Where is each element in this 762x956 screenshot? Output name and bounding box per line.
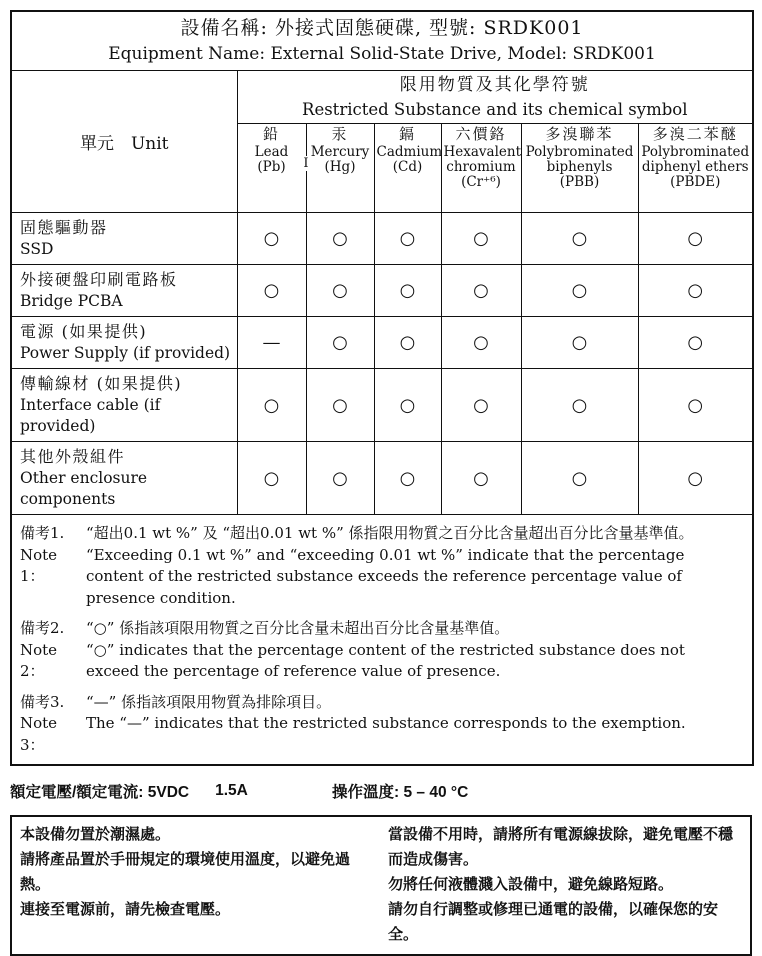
substance-status-cell: ○: [306, 317, 374, 369]
substance-status-cell: ○: [441, 265, 521, 317]
note-3: [20, 692, 742, 757]
equipment-title-cell: [11, 11, 753, 71]
unit-column-header: 單元 Unit: [11, 71, 237, 213]
table-row-interface-cable: [11, 369, 753, 442]
equipment-title-row: [11, 11, 753, 71]
note-3-en-text: The “—” indicates that the restricted substance corresponds to the exemption.: [86, 714, 686, 732]
unit-label-bridge-pcba: 外接硬盤印刷電路板 Bridge PCBA: [11, 265, 237, 317]
notes-row: [11, 515, 753, 766]
safety-warnings-right: [388, 822, 742, 947]
equipment-name-en: Equipment Name: External Solid-State Drive, Model: SRDK001: [108, 44, 656, 64]
cadmium-symbol: (Cd): [392, 159, 423, 175]
electrical-specs-line: [10, 779, 752, 803]
substance-status-cell: ○: [374, 213, 441, 265]
safety-warning: 請勿自行調整或修理已通電的設備，以確保您的安全。: [388, 901, 719, 943]
pbde-en: Polybrominated diphenyl ethers: [641, 144, 750, 175]
substance-status-cell: ○: [237, 369, 306, 442]
substance-status-cell: ○: [237, 442, 306, 515]
restricted-substances-header-zh: 限用物質及其化學符號: [399, 75, 590, 95]
safety-warning: 請將產品置於手冊規定的環境使用溫度，以避免過熱。: [20, 851, 351, 893]
rated-current-value: 1.5A: [215, 782, 248, 799]
substance-status-cell: ○: [441, 317, 521, 369]
substance-status-cell: ○: [521, 442, 638, 515]
pbde-symbol: (PBDE): [670, 174, 721, 190]
note-1: [20, 523, 742, 609]
rohs-table: [10, 10, 754, 766]
mercury-zh: 汞: [331, 125, 349, 143]
lead-zh: 鉛: [262, 125, 280, 143]
column-header-lead: [237, 124, 309, 213]
substance-status-cell: ○: [521, 213, 638, 265]
substance-status-cell: ○: [237, 265, 306, 317]
equipment-name-zh: 設備名稱: 外接式固態硬碟, 型號: SRDK001: [180, 17, 584, 39]
safety-warning: 勿將任何液體濺入設備中，避免線路短路。: [388, 876, 674, 893]
note-1-zh-label: 備考1.: [20, 524, 65, 542]
substance-status-cell: ○: [638, 265, 753, 317]
pbb-zh: 多溴聯苯: [545, 125, 614, 143]
safety-warnings-left: [20, 822, 374, 947]
substance-status-cell: ○: [374, 317, 441, 369]
note-3-zh-text: “—” 係指該項限用物質為排除項目。: [86, 692, 332, 711]
pbb-en: Polybrominated biphenyls: [525, 144, 634, 175]
safety-warnings-box: [10, 815, 752, 956]
table-row-other-enclosure: [11, 442, 753, 515]
column-header-mercury: [306, 124, 374, 213]
hexavalent-chromium-en: Hexavalent chromium: [443, 144, 522, 175]
hexavalent-chromium-symbol: (Cr⁺⁶): [461, 174, 501, 190]
text-cursor-artifact: I: [303, 156, 309, 171]
substance-status-cell: ○: [521, 265, 638, 317]
note-2-en-text: “○” indicates that the percentage content of the restricted substance does not exceed the percentage of reference value of presence.: [86, 640, 685, 680]
substance-status-cell: ○: [306, 213, 374, 265]
safety-warning: 連接至電源前，請先檢查電壓。: [20, 901, 231, 918]
substance-status-cell: ○: [638, 317, 753, 369]
column-header-hexavalent-chromium: [441, 124, 521, 213]
column-header-cadmium: [374, 124, 441, 213]
restricted-substances-header: [237, 71, 753, 124]
unit-label-interface-cable: 傳輸線材 (如果提供) Interface cable (if provided): [11, 369, 237, 442]
operating-temperature: 操作溫度: 5 – 40 °C: [332, 784, 469, 801]
mercury-symbol: (Hg): [324, 159, 356, 175]
substance-status-cell: ○: [306, 442, 374, 515]
pbde-zh: 多溴二苯醚: [652, 125, 738, 143]
note-1-zh-text: “超出0.1 wt %” 及 “超出0.01 wt %” 係指限用物質之百分比含量超出百分比含量基準值。: [86, 524, 694, 542]
note-1-en-text: “Exceeding 0.1 wt %” and “exceeding 0.01 wt %” indicate that the percentage content of the restricted substance exceeds the reference percentage value of presence condition.: [86, 545, 685, 607]
substance-status-cell: ○: [441, 213, 521, 265]
unit-label-power-supply: 電源 (如果提供) Power Supply (if provided): [11, 317, 237, 369]
cadmium-zh: 鎘: [398, 125, 416, 143]
unit-label-other-enclosure: 其他外殼組件 Other enclosure components: [11, 442, 237, 515]
substance-status-cell: ○: [374, 442, 441, 515]
substance-status-cell: ○: [306, 369, 374, 442]
note-2: [20, 618, 742, 683]
unit-label-ssd: 固態驅動器 SSD: [11, 213, 237, 265]
rated-label: 額定電壓/額定電流: 5VDC: [10, 784, 190, 801]
substance-status-cell: ○: [638, 369, 753, 442]
substance-status-cell: —: [237, 317, 306, 369]
table-row-power-supply: [11, 317, 753, 369]
substance-status-cell: ○: [638, 442, 753, 515]
lead-en: Lead: [254, 144, 289, 160]
substance-status-cell: ○: [441, 369, 521, 442]
mercury-en: Mercury: [310, 144, 370, 160]
substance-status-cell: ○: [306, 265, 374, 317]
note-3-zh-label: 備考3.: [20, 692, 65, 711]
note-2-zh-label: 備考2.: [20, 619, 65, 637]
rated-voltage-current: [10, 780, 332, 802]
pbb-symbol: (PBB): [559, 174, 600, 190]
table-row-ssd: [11, 213, 753, 265]
restricted-substances-header-en: Restricted Substance and its chemical symbol: [302, 100, 688, 119]
substance-status-cell: ○: [521, 369, 638, 442]
substance-status-cell: ○: [638, 213, 753, 265]
hexavalent-chromium-zh: 六價鉻: [455, 125, 507, 143]
safety-warning: 當設備不用時，請將所有電源線拔除，避免電壓不穩而造成傷害。: [388, 826, 734, 868]
note-2-zh-text: “○” 係指該項限用物質之百分比含量未超出百分比含量基準值。: [86, 619, 510, 637]
cadmium-en: Cadmium: [376, 144, 443, 160]
substance-status-cell: ○: [374, 265, 441, 317]
note-2-en-label: Note 2：: [20, 640, 58, 680]
note-3-en-label: Note 3：: [20, 714, 58, 754]
safety-warning: 本設備勿置於潮濕處。: [20, 826, 171, 843]
group-header-row: [11, 71, 753, 124]
column-header-pbde: [638, 124, 753, 213]
substance-status-cell: ○: [521, 317, 638, 369]
substance-status-cell: ○: [237, 213, 306, 265]
column-header-pbb: [521, 124, 638, 213]
lead-symbol: (Pb): [257, 159, 286, 175]
table-row-bridge-pcba: [11, 265, 753, 317]
notes-cell: [11, 515, 753, 766]
substance-status-cell: ○: [441, 442, 521, 515]
substance-status-cell: ○: [374, 369, 441, 442]
note-1-en-label: Note 1：: [20, 545, 58, 585]
